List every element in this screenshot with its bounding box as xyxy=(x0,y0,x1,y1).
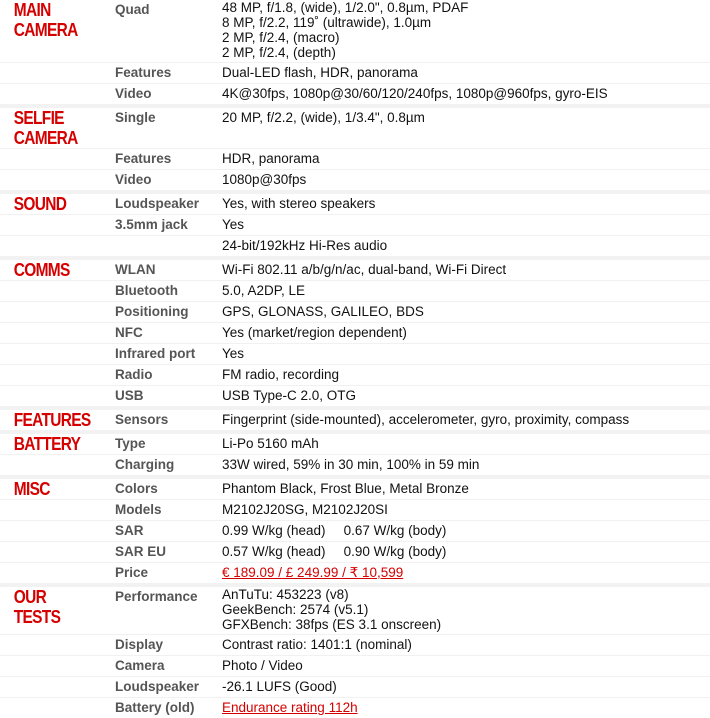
spec-value xyxy=(218,677,710,697)
spec-name xyxy=(111,236,218,256)
spec-row xyxy=(0,364,710,385)
section-category xyxy=(0,344,95,364)
section-category xyxy=(0,542,95,562)
spec-value-part: 0.57 W/kg (head) xyxy=(222,544,326,559)
section-category xyxy=(0,281,95,301)
spec-value-line: Yes xyxy=(222,217,245,232)
spec-name: Loudspeaker xyxy=(115,679,200,694)
spec-row xyxy=(0,148,710,169)
spec-section xyxy=(0,104,710,190)
spec-value xyxy=(218,0,710,62)
spec-name: Features xyxy=(115,65,172,80)
spec-value xyxy=(218,455,710,475)
section-category xyxy=(0,260,95,280)
section-category xyxy=(0,149,95,169)
spec-name: Battery (old) xyxy=(115,700,195,715)
spec-value xyxy=(218,302,710,322)
spec-row xyxy=(0,343,710,364)
section-category xyxy=(0,0,95,62)
section-category-line: FEATURES xyxy=(13,410,91,430)
section-category xyxy=(0,236,95,256)
spec-value[interactable] xyxy=(218,563,710,583)
spec-value xyxy=(218,281,710,301)
spec-name: Type xyxy=(115,436,146,451)
spec-name: Charging xyxy=(115,457,175,472)
spec-row xyxy=(0,655,710,676)
spec-section xyxy=(0,430,710,475)
spec-row xyxy=(0,541,710,562)
spec-row xyxy=(0,260,710,280)
spec-value-line: 1080p@30fps xyxy=(222,172,307,187)
section-category xyxy=(0,563,95,583)
section-category-line: CAMERA xyxy=(13,20,78,40)
spec-row xyxy=(0,434,710,454)
spec-row xyxy=(0,214,710,235)
section-category-line: COMMS xyxy=(13,260,70,280)
spec-name: Models xyxy=(115,502,162,517)
spec-section xyxy=(0,0,710,104)
spec-value-line: -26.1 LUFS (Good) xyxy=(222,679,337,694)
spec-name: Infrared port xyxy=(115,346,196,361)
spec-name: Video xyxy=(115,172,152,187)
spec-value xyxy=(218,63,710,83)
section-category-line: MAIN xyxy=(13,0,51,20)
section-category xyxy=(0,410,95,430)
spec-value xyxy=(218,236,710,256)
spec-value xyxy=(218,194,710,214)
spec-value-line: FM radio, recording xyxy=(222,367,340,382)
spec-section xyxy=(0,256,710,406)
section-category-line: CAMERA xyxy=(13,128,78,148)
section-category-line: SOUND xyxy=(13,194,67,214)
spec-value xyxy=(218,500,710,520)
spec-name: 3.5mm jack xyxy=(115,217,188,232)
spec-row xyxy=(0,62,710,83)
spec-value-link[interactable]: € 189.09 / £ 249.99 / ₹ 10,599 xyxy=(222,565,404,580)
section-category xyxy=(0,677,95,697)
section-category xyxy=(0,587,95,634)
spec-name: Video xyxy=(115,86,152,101)
section-category xyxy=(0,455,95,475)
section-category-line: OUR xyxy=(13,587,47,607)
spec-value-line: Li-Po 5160 mAh xyxy=(222,436,319,451)
spec-value-line: 24-bit/192kHz Hi-Res audio xyxy=(222,238,388,253)
section-category-line: TESTS xyxy=(13,607,61,627)
spec-name: Positioning xyxy=(115,304,189,319)
section-category xyxy=(0,521,95,541)
section-category xyxy=(0,170,95,190)
section-category xyxy=(0,194,95,214)
section-category xyxy=(0,500,95,520)
spec-value-line: M2102J20SG, M2102J20SI xyxy=(222,502,388,517)
spec-value-line: 5.0, A2DP, LE xyxy=(222,283,306,298)
spec-value-line: Yes, with stereo speakers xyxy=(222,196,376,211)
spec-name: Single xyxy=(115,110,156,125)
spec-name: WLAN xyxy=(115,262,156,277)
spec-row xyxy=(0,697,710,718)
spec-value-line: GFXBench: 38fps (ES 3.1 onscreen) xyxy=(222,617,442,632)
spec-name: Camera xyxy=(115,658,165,673)
spec-name: Price xyxy=(115,565,149,580)
spec-value xyxy=(218,215,710,235)
spec-value-line: Fingerprint (side-mounted), accelerometer, gyro, proximity, compass xyxy=(222,412,630,427)
spec-row xyxy=(0,235,710,256)
spec-value-link[interactable]: Endurance rating 112h xyxy=(222,700,358,715)
spec-value-part: 0.99 W/kg (head) xyxy=(222,523,326,538)
spec-name: Sensors xyxy=(115,412,169,427)
spec-value-line: 33W wired, 59% in 30 min, 100% in 59 min xyxy=(222,457,480,472)
section-category-line: BATTERY xyxy=(13,434,81,454)
spec-value xyxy=(218,542,710,562)
spec-row xyxy=(0,410,710,430)
spec-section xyxy=(0,190,710,256)
section-category-line: MISC xyxy=(13,479,50,499)
spec-name: Radio xyxy=(115,367,153,382)
spec-value-line: 4K@30fps, 1080p@30/60/120/240fps, 1080p@960fps, gyro-EIS xyxy=(222,86,608,101)
spec-value-line: 2 MP, f/2.4, (macro) xyxy=(222,30,340,45)
spec-value xyxy=(218,365,710,385)
spec-value-line: Yes xyxy=(222,346,245,361)
spec-value-line: Wi-Fi 802.11 a/b/g/n/ac, dual-band, Wi-Fi Direct xyxy=(222,262,507,277)
section-category xyxy=(0,215,95,235)
spec-value xyxy=(218,108,710,148)
spec-name: SAR EU xyxy=(115,544,167,559)
spec-row xyxy=(0,0,710,62)
spec-value xyxy=(218,521,710,541)
spec-row xyxy=(0,280,710,301)
section-category xyxy=(0,365,95,385)
spec-value-line: Dual-LED flash, HDR, panorama xyxy=(222,65,418,80)
spec-row xyxy=(0,499,710,520)
spec-value-line: Phantom Black, Frost Blue, Metal Bronze xyxy=(222,481,469,496)
spec-name: SAR xyxy=(115,523,144,538)
spec-row xyxy=(0,169,710,190)
section-category xyxy=(0,323,95,343)
section-category xyxy=(0,635,95,655)
spec-value-line: USB Type-C 2.0, OTG xyxy=(222,388,357,403)
spec-row xyxy=(0,301,710,322)
spec-row xyxy=(0,83,710,104)
spec-value-line: AnTuTu: 453223 (v8) xyxy=(222,587,349,602)
section-category xyxy=(0,108,95,148)
spec-row xyxy=(0,194,710,214)
spec-value[interactable] xyxy=(218,698,710,718)
spec-value-line: 20 MP, f/2.2, (wide), 1/3.4", 0.8µm xyxy=(222,110,425,125)
spec-value xyxy=(218,344,710,364)
spec-row xyxy=(0,634,710,655)
spec-value-part: 0.90 W/kg (body) xyxy=(343,544,447,559)
spec-row xyxy=(0,676,710,697)
spec-value xyxy=(218,479,710,499)
spec-value-line: 48 MP, f/1.8, (wide), 1/2.0", 0.8µm, PDAF xyxy=(222,0,469,15)
section-category xyxy=(0,434,95,454)
spec-row xyxy=(0,520,710,541)
section-category xyxy=(0,698,95,718)
spec-row xyxy=(0,562,710,583)
spec-value-line: Contrast ratio: 1401:1 (nominal) xyxy=(222,637,412,652)
spec-value xyxy=(218,410,710,430)
spec-section xyxy=(0,406,710,430)
spec-value-line: HDR, panorama xyxy=(222,151,320,166)
section-category xyxy=(0,479,95,499)
spec-name: Features xyxy=(115,151,172,166)
spec-row xyxy=(0,454,710,475)
spec-value-line: 2 MP, f/2.4, (depth) xyxy=(222,45,336,60)
spec-value-line: GeekBench: 2574 (v5.1) xyxy=(222,602,369,617)
spec-value xyxy=(218,386,710,406)
spec-name: Quad xyxy=(115,2,150,17)
spec-name: NFC xyxy=(115,325,143,340)
spec-value xyxy=(218,323,710,343)
spec-value xyxy=(218,587,710,634)
spec-value-line: Photo / Video xyxy=(222,658,303,673)
spec-name: Colors xyxy=(115,481,158,496)
section-category xyxy=(0,84,95,104)
spec-section xyxy=(0,583,710,718)
spec-value xyxy=(218,635,710,655)
section-category xyxy=(0,302,95,322)
spec-name: Loudspeaker xyxy=(115,196,200,211)
section-category xyxy=(0,656,95,676)
spec-row xyxy=(0,385,710,406)
spec-value-line: GPS, GLONASS, GALILEO, BDS xyxy=(222,304,424,319)
spec-value xyxy=(218,84,710,104)
section-category-line: SELFIE xyxy=(13,108,64,128)
spec-name: USB xyxy=(115,388,144,403)
spec-value xyxy=(218,656,710,676)
spec-value xyxy=(218,149,710,169)
spec-value xyxy=(218,434,710,454)
section-category xyxy=(0,386,95,406)
spec-row xyxy=(0,108,710,148)
spec-name: Bluetooth xyxy=(115,283,178,298)
spec-row xyxy=(0,587,710,634)
spec-name: Display xyxy=(115,637,164,652)
spec-row xyxy=(0,479,710,499)
spec-section xyxy=(0,475,710,583)
spec-value-line: 8 MP, f/2.2, 119˚ (ultrawide), 1.0µm xyxy=(222,15,432,30)
spec-value xyxy=(218,170,710,190)
spec-value xyxy=(218,260,710,280)
spec-value-line: Yes (market/region dependent) xyxy=(222,325,407,340)
spec-value-part: 0.67 W/kg (body) xyxy=(343,523,447,538)
section-category xyxy=(0,63,95,83)
spec-row xyxy=(0,322,710,343)
spec-name: Performance xyxy=(115,589,198,604)
